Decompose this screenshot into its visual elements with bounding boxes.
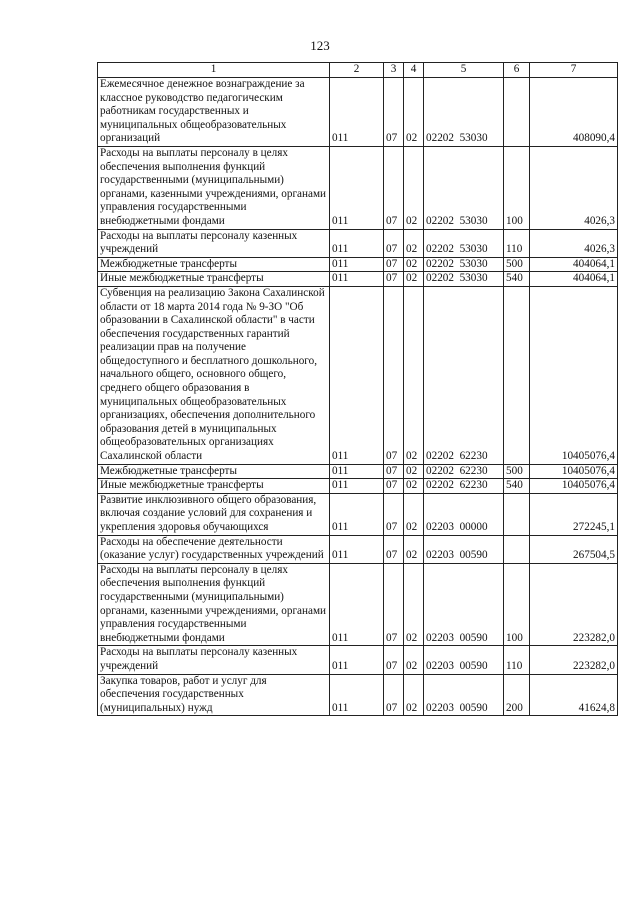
row-name: Расходы на обеспечение деятельности (оказание услуг) государственных учреждений <box>98 535 330 563</box>
row-sum: 4026,3 <box>530 229 618 257</box>
row-target-item: 02202 53030 <box>424 272 504 287</box>
table-row <box>98 78 618 147</box>
row-name: Иные межбюджетные трансферты <box>98 272 330 287</box>
row-subsection: 02 <box>404 493 424 535</box>
row-sum: 10405076,4 <box>530 479 618 494</box>
row-subsection: 02 <box>404 674 424 716</box>
table-header-row <box>98 63 618 78</box>
row-name: Расходы на выплаты персоналу казенных учреждений <box>98 229 330 257</box>
row-name: Расходы на выплаты персоналу казенных учреждений <box>98 646 330 674</box>
header-cell: 3 <box>384 63 404 78</box>
table-row <box>98 646 618 674</box>
row-subsection: 02 <box>404 479 424 494</box>
row-expense-type: 200 <box>504 674 530 716</box>
header-cell: 2 <box>330 63 384 78</box>
page-number: 123 <box>310 38 330 53</box>
row-sum: 223282,0 <box>530 646 618 674</box>
row-name: Межбюджетные трансферты <box>98 257 330 272</box>
row-expense-type: 110 <box>504 646 530 674</box>
row-section: 07 <box>384 229 404 257</box>
row-subsection: 02 <box>404 78 424 147</box>
row-name: Развитие инклюзивного общего образования, включая создание условий для сохранения и укрепления здоровья обучающихся <box>98 493 330 535</box>
row-ministry-code: 011 <box>330 257 384 272</box>
row-sum: 267504,5 <box>530 535 618 563</box>
row-name: Расходы на выплаты персоналу в целях обеспечения выполнения функций государственными (муниципальными) органами, казенными учреждениями, органами управления государственными внебюджетными фондами <box>98 563 330 646</box>
row-subsection: 02 <box>404 646 424 674</box>
row-target-item: 02202 53030 <box>424 229 504 257</box>
row-expense-type <box>504 535 530 563</box>
row-section: 07 <box>384 286 404 464</box>
row-sum: 404064,1 <box>530 257 618 272</box>
row-section: 07 <box>384 479 404 494</box>
row-subsection: 02 <box>404 286 424 464</box>
row-subsection: 02 <box>404 464 424 479</box>
row-target-item: 02203 00590 <box>424 674 504 716</box>
row-expense-type: 500 <box>504 464 530 479</box>
row-ministry-code: 011 <box>330 146 384 229</box>
row-target-item: 02202 62230 <box>424 479 504 494</box>
row-name: Межбюджетные трансферты <box>98 464 330 479</box>
row-section: 07 <box>384 563 404 646</box>
row-ministry-code: 011 <box>330 646 384 674</box>
row-target-item: 02202 53030 <box>424 146 504 229</box>
row-sum: 4026,3 <box>530 146 618 229</box>
row-name: Субвенция на реализацию Закона Сахалинской области от 18 марта 2014 года № 9-ЗО "Об образовании в Сахалинской области" в части обеспечения государственных гарантий реализации прав на получение общедоступного и бесплатного дошкольного, начального общего, основного общего, среднего общего образования в муниципальных общеобразовательных организациях, обеспечения дополнительного образования детей в муниципальных общеобразовательных организациях Сахалинской области <box>98 286 330 464</box>
row-ministry-code: 011 <box>330 272 384 287</box>
row-expense-type: 100 <box>504 146 530 229</box>
row-sum: 408090,4 <box>530 78 618 147</box>
row-target-item: 02203 00000 <box>424 493 504 535</box>
row-expense-type: 540 <box>504 272 530 287</box>
row-subsection: 02 <box>404 229 424 257</box>
row-section: 07 <box>384 272 404 287</box>
table-row <box>98 464 618 479</box>
row-target-item: 02202 62230 <box>424 286 504 464</box>
table-row <box>98 257 618 272</box>
row-section: 07 <box>384 674 404 716</box>
table-row <box>98 146 618 229</box>
row-sum: 10405076,4 <box>530 464 618 479</box>
row-name: Ежемесячное денежное вознаграждение за классное руководство педагогическим работникам государственных и муниципальных общеобразовательных организаций <box>98 78 330 147</box>
row-name: Расходы на выплаты персоналу в целях обеспечения выполнения функций государственными (муниципальными) органами, казенными учреждениями, органами управления государственными внебюджетными фондами <box>98 146 330 229</box>
header-cell: 6 <box>504 63 530 78</box>
row-ministry-code: 011 <box>330 563 384 646</box>
header-cell: 7 <box>530 63 618 78</box>
row-ministry-code: 011 <box>330 229 384 257</box>
table-row <box>98 493 618 535</box>
row-section: 07 <box>384 646 404 674</box>
row-expense-type: 100 <box>504 563 530 646</box>
table-row <box>98 674 618 716</box>
table-row <box>98 272 618 287</box>
row-target-item: 02203 00590 <box>424 563 504 646</box>
row-subsection: 02 <box>404 257 424 272</box>
row-sum: 404064,1 <box>530 272 618 287</box>
row-section: 07 <box>384 535 404 563</box>
row-ministry-code: 011 <box>330 674 384 716</box>
row-subsection: 02 <box>404 563 424 646</box>
row-expense-type: 110 <box>504 229 530 257</box>
table-row <box>98 229 618 257</box>
row-subsection: 02 <box>404 146 424 229</box>
table-row <box>98 286 618 464</box>
row-sum: 41624,8 <box>530 674 618 716</box>
row-ministry-code: 011 <box>330 479 384 494</box>
row-target-item: 02202 62230 <box>424 464 504 479</box>
row-expense-type <box>504 78 530 147</box>
table-row <box>98 479 618 494</box>
row-section: 07 <box>384 493 404 535</box>
row-ministry-code: 011 <box>330 286 384 464</box>
row-section: 07 <box>384 78 404 147</box>
row-expense-type <box>504 286 530 464</box>
row-section: 07 <box>384 146 404 229</box>
row-target-item: 02203 00590 <box>424 535 504 563</box>
row-section: 07 <box>384 257 404 272</box>
row-sum: 223282,0 <box>530 563 618 646</box>
budget-table <box>97 62 618 716</box>
row-target-item: 02203 00590 <box>424 646 504 674</box>
header-cell: 4 <box>404 63 424 78</box>
row-name: Иные межбюджетные трансферты <box>98 479 330 494</box>
row-expense-type: 540 <box>504 479 530 494</box>
row-ministry-code: 011 <box>330 493 384 535</box>
row-ministry-code: 011 <box>330 535 384 563</box>
table-row <box>98 535 618 563</box>
row-sum: 272245,1 <box>530 493 618 535</box>
header-cell: 5 <box>424 63 504 78</box>
row-sum: 10405076,4 <box>530 286 618 464</box>
row-ministry-code: 011 <box>330 464 384 479</box>
row-name: Закупка товаров, работ и услуг для обеспечения государственных (муниципальных) нужд <box>98 674 330 716</box>
table-row <box>98 563 618 646</box>
row-target-item: 02202 53030 <box>424 78 504 147</box>
row-subsection: 02 <box>404 272 424 287</box>
header-cell: 1 <box>98 63 330 78</box>
row-expense-type <box>504 493 530 535</box>
row-section: 07 <box>384 464 404 479</box>
row-expense-type: 500 <box>504 257 530 272</box>
row-target-item: 02202 53030 <box>424 257 504 272</box>
row-subsection: 02 <box>404 535 424 563</box>
row-ministry-code: 011 <box>330 78 384 147</box>
